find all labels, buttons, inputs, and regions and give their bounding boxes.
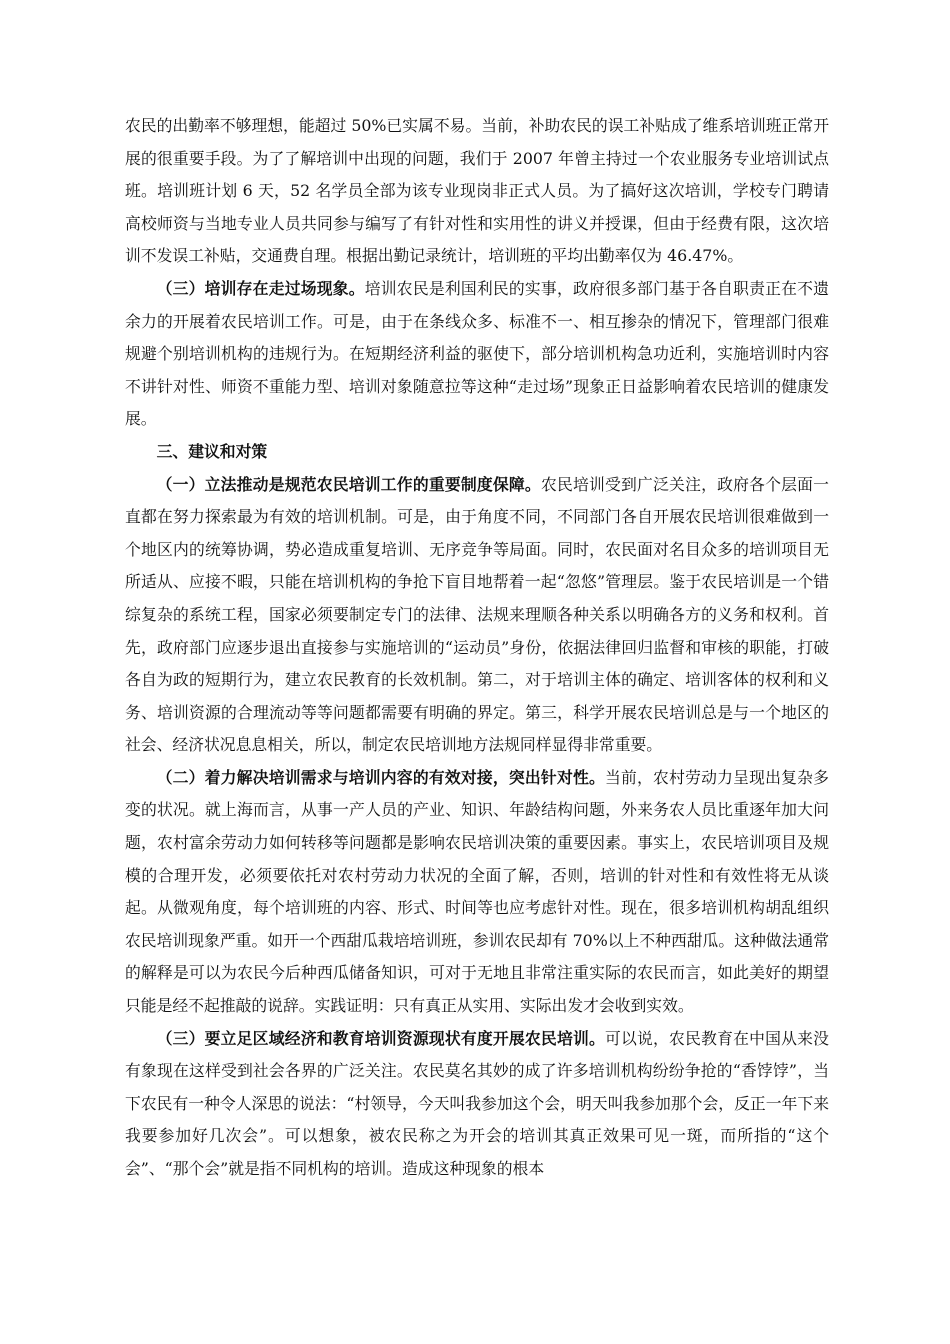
- paragraph-lead-legislation: （一）立法推动是规范农民培训工作的重要制度保障。: [156, 474, 541, 494]
- paragraph-body-regional: 可以说，农民教育在中国从来没有象现在这样受到社会各界的广泛关注。农民莫名其妙的成了许多培训机构纷纷争抢的“香饽饽”，当下农民有一种令人深思的说法：“村领导，今天叫我参加这个会，明天叫我参加那个会，反正一年下来我要参加好几次会”。可以想象，被农民称之为开会的培训其真正效果可见一斑，而所指的“这个会”、“那个会”就是指不同机构的培训。造成这种现象的根本: [125, 1028, 829, 1178]
- paragraph-body-legislation: 农民培训受到广泛关注，政府各个层面一直都在努力探索最为有效的培训机制。可是，由于角度不同，不同部门各自开展农民培训很难做到一个地区内的统筹协调，势必造成重复培训、无序竞争等局面。同时，农民面对名目众多的培训项目无所适从、应接不暇，只能在培训机构的争抢下盲目地帮着一起“忽悠”管理层。鉴于农民培训是一个错综复杂的系统工程，国家必须要制定专门的法律、法规来理顺各种关系以明确各方的义务和权利。首先，政府部门应逐步退出直接参与实施培训的“运动员”身份，依据法律回归监督和审核的职能，打破各自为政的短期行为，建立农民教育的长效机制。第二，对于培训主体的确定、培训客体的权利和义务、培训资源的合理流动等等问题都需要有明确的界定。第三，科学开展农民培训总是与一个地区的社会、经济状况息息相关，所以，制定农民培训地方法规同样显得非常重要。: [125, 474, 829, 755]
- paragraph-lead-targeting: （二）着力解决培训需求与培训内容的有效对接，突出针对性。: [156, 767, 605, 787]
- paragraph-lead-regional: （三）要立足区域经济和教育培训资源现状有度开展农民培训。: [156, 1028, 605, 1048]
- paragraph-body-targeting: 当前，农村劳动力呈现出复杂多变的状况。就上海而言，从事一产人员的产业、知识、年龄结构问题，外来务农人员比重逐年加大问题，农村富余劳动力如何转移等问题都是影响农民培训决策的重要因素。事实上，农民培训项目及规模的合理开发，必须要依托对农村劳动力状况的全面了解，否则，培训的针对性和有效性将无从谈起。从微观角度，每个培训班的内容、形式、时间等也应考虑针对性。现在，很多培训机构胡乱组织农民培训现象严重。如开一个西甜瓜栽培培训班，参训农民却有 70%以上不种西甜瓜。这种做法通常的解释是可以为农民今后种西瓜储备知识，可对于无地且非常注重实际的农民而言，如此美好的期望只能是经不起推敲的说辞。实践证明：只有真正从实用、实际出发才会收到实效。: [125, 767, 829, 1016]
- paragraph-targeting: [125, 762, 829, 1023]
- paragraph-formality: [125, 273, 829, 436]
- paragraph-body-formality: 培训农民是利国利民的实事，政府很多部门基于各自职责正在不遗余力的开展着农民培训工作。可是，由于在条线众多、标准不一、相互掺杂的情况下，管理部门很难规避个别培训机构的违规行为。在短期经济利益的驱使下，部分培训机构急功近利，实施培训时内容不讲针对性、师资不重能力型、培训对象随意拉等这种“走过场”现象正日益影响着农民培训的健康发展。: [125, 278, 829, 429]
- document-page: [125, 110, 829, 1186]
- paragraph-attendance: 农民的出勤率不够理想，能超过 50%已实属不易。当前，补助农民的误工补贴成了维系培训班正常开展的很重要手段。为了了解培训中出现的问题，我们于 2007 年曾主持过一个农业服务专业培训试点班。培训班计划 6 天，52 名学员全部为该专业现岗非正式人员。为了搞好这次培训，学校专门聘请高校师资与当地专业人员共同参与编写了有针对性和实用性的讲义并授课，但由于经费有限，这次培训不发误工补贴，交通费自理。根据出勤记录统计，培训班的平均出勤率仅为 46.47%。: [125, 116, 829, 266]
- paragraph-legislation: [125, 469, 829, 762]
- paragraph-lead-formality: （三）培训存在走过场现象。: [156, 278, 365, 298]
- section-heading-suggestions: 三、建议和对策: [156, 441, 268, 461]
- paragraph-regional: [125, 1023, 829, 1186]
